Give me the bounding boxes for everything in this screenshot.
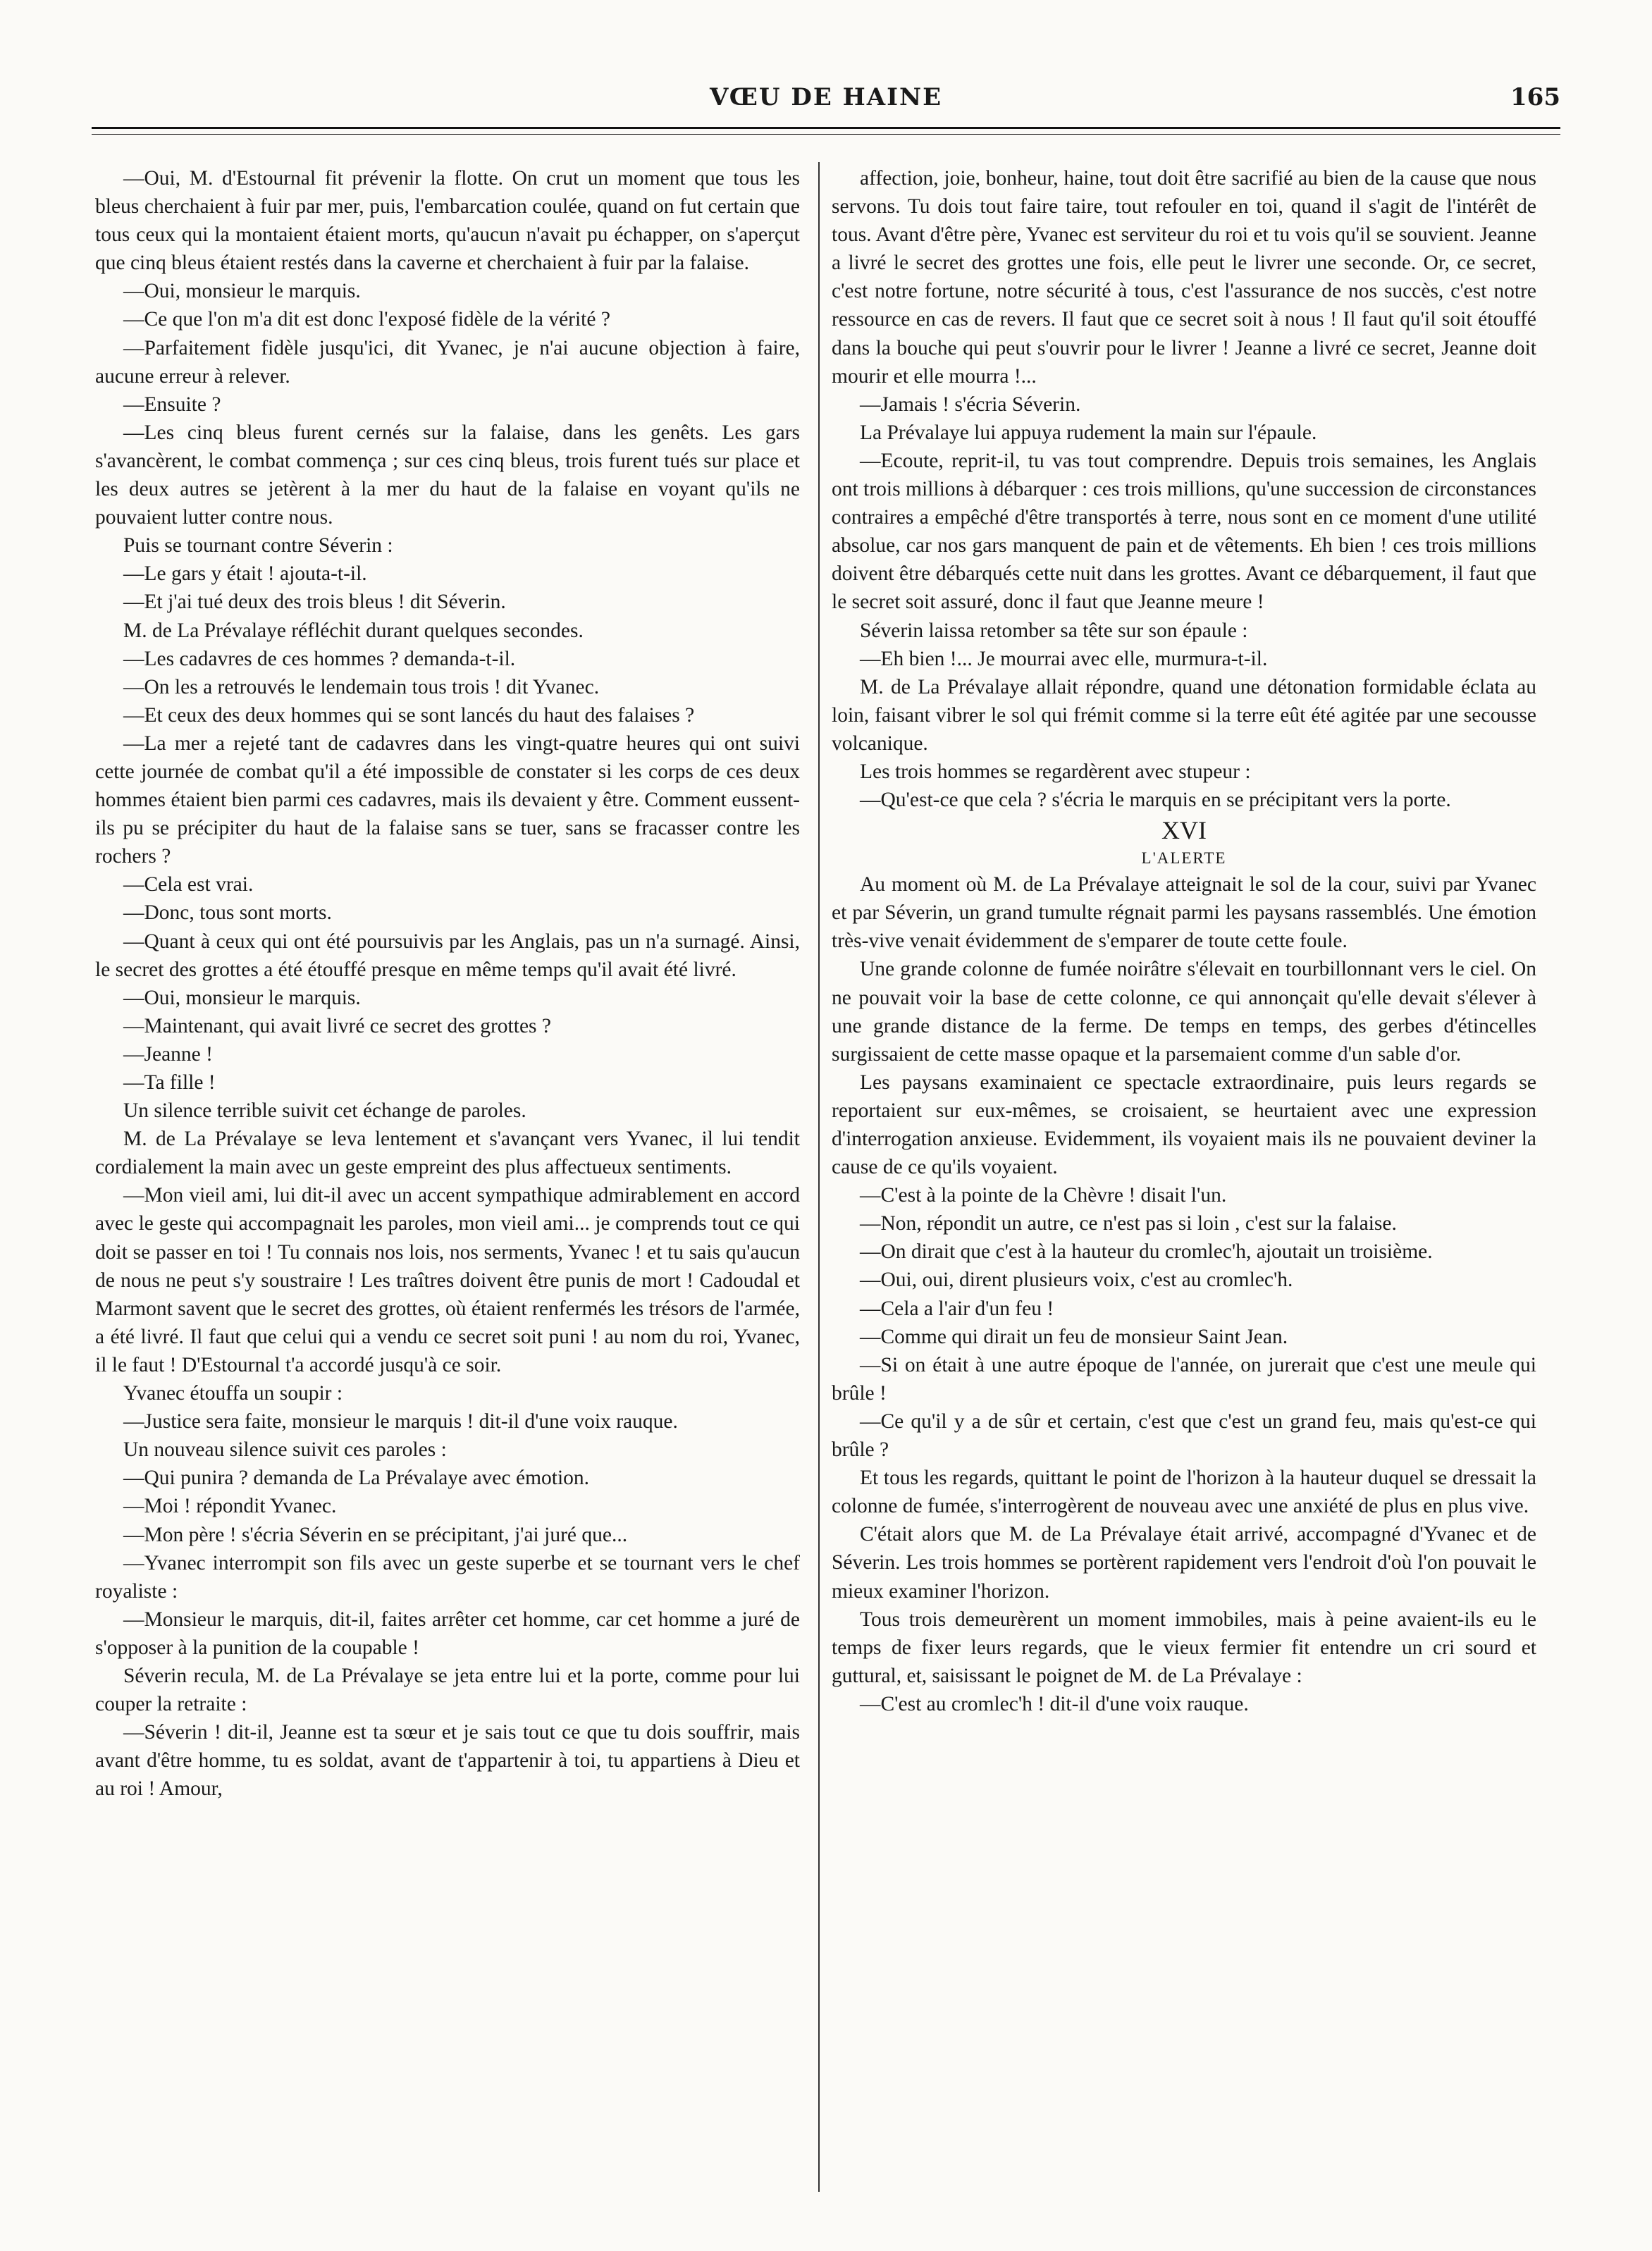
paragraph: Yvanec étouffa un soupir : (123, 1382, 343, 1405)
paragraph: —Monsieur le marquis, dit-il, faites arrêter cet homme, car cet homme a juré de s'opposer à la punition de la coupable ! (95, 1608, 800, 1659)
paragraph: —Maintenant, qui avait livré ce secret des grottes ? (123, 1014, 551, 1037)
paragraph: Séverin recula, M. de La Prévalaye se jeta entre lui et la porte, comme pour lui couper la retraite : (95, 1664, 800, 1716)
paragraph: —Ecoute, reprit-il, tu vas tout comprendre. Depuis trois semaines, les Anglais ont trois millions à débarquer : ces trois millions, qu'une succession de circonstances contraires a empêché d'être transportés à terre, nous sont en ce moment d'une utilité absolue, car nos gars manquent de pain et de vêtements. Eh bien ! ces trois millions doivent être débarqués cette nuit dans les grottes. Avant ce débarquement, il faut que le secret soit assuré, donc il faut que Jeanne meure ! (832, 449, 1536, 614)
paragraph: —Donc, tous sont morts. (123, 901, 332, 925)
paragraph: M. de La Prévalaye allait répondre, quand une détonation formidable éclata au loin, faisant vibrer le sol qui frémit comme si la terre eût été agitée par une secousse volcanique. (832, 675, 1536, 755)
paragraph: —Quant à ceux qui ont été poursuivis par les Anglais, pas un n'a surnagé. Ainsi, le secret des grottes a été étouffé presque en même temps qu'il avait été livré. (95, 930, 800, 981)
paragraph: —Et ceux des deux hommes qui se sont lancés du haut des falaises ? (123, 703, 695, 727)
paragraph: Tous trois demeurèrent un moment immobiles, mais à peine avaient-ils eu le temps de fixer leurs regards, que le vieux fermier fit entendre un cri sourd et guttural, et, saisissant le poignet de M. de La Prévalaye : (832, 1608, 1536, 1687)
paragraph: —Cela est vrai. (123, 873, 254, 896)
paragraph: —Ce que l'on m'a dit est donc l'exposé fidèle de la vérité ? (123, 308, 610, 331)
paragraph: —Et j'ai tué deux des trois bleus ! dit Séverin. (123, 591, 506, 614)
paragraph: Un silence terrible suivit cet échange de paroles. (123, 1099, 526, 1123)
paragraph: —Jamais ! s'écria Séverin. (860, 393, 1081, 416)
paragraph: Au moment où M. de La Prévalaye atteignait le sol de la cour, suivi par Yvanec et par Séverin, un grand tumulte régnait parmi les paysans rassemblés. Une émotion très-vive venait évidemment de s'emparer de toute cette foule. (832, 873, 1536, 953)
paragraph: —C'est à la pointe de la Chèvre ! disait l'un. (860, 1184, 1227, 1207)
paragraph: —Moi ! répondit Yvanec. (123, 1495, 337, 1518)
paragraph: —Parfaitement fidèle jusqu'ici, dit Yvanec, je n'ai aucune objection à faire, aucune erreur à relever. (95, 336, 800, 388)
paragraph: —Non, répondit un autre, ce n'est pas si loin , c'est sur la falaise. (860, 1212, 1397, 1235)
paragraph: M. de La Prévalaye se leva lentement et s'avançant vers Yvanec, il lui tendit cordialement la main avec un geste empreint des plus affectueux sentiments. (95, 1128, 800, 1179)
paragraph: —Justice sera faite, monsieur le marquis ! dit-il d'une voix rauque. (123, 1410, 678, 1433)
paragraph: —Oui, M. d'Estournal fit prévenir la flotte. On crut un moment que tous les bleus cherchaient à fuir par mer, puis, l'embarcation coulée, quand on fut certain que tous ceux qui la montaient étaient morts, qu'aucun n'avait pu échapper, on s'aperçut que cinq bleus étaient restés dans la caverne et cherchaient à fuir par la falaise. (95, 167, 800, 275)
paragraph: —Comme qui dirait un feu de monsieur Saint Jean. (860, 1325, 1288, 1348)
paragraph: —Mon père ! s'écria Séverin en se précipitant, j'ai juré que... (123, 1523, 628, 1546)
paragraph: —Qui punira ? demanda de La Prévalaye avec émotion. (123, 1467, 590, 1490)
paragraph: —Les cadavres de ces hommes ? demanda-t-il. (123, 647, 516, 670)
paragraph: —Ensuite ? (123, 393, 221, 416)
page-header (92, 83, 1560, 132)
paragraph: —Le gars y était ! ajouta-t-il. (123, 562, 367, 586)
paragraph: Une grande colonne de fumée noirâtre s'élevait en tourbillonnant vers le ciel. On ne pouvait voir la base de cette colonne, ce qui annonçait qu'elle devait s'élever à une grande distance de la ferme. De temps en temps, des gerbes d'étincelles surgissaient de cette masse opaque et la parsemaient comme d'un sable d'or. (832, 958, 1536, 1066)
paragraph: —C'est au cromlec'h ! dit-il d'une voix rauque. (860, 1692, 1249, 1715)
right-column (832, 164, 1536, 1718)
paragraph: Les paysans examinaient ce spectacle extraordinaire, puis leurs regards se reportaient sur eux-mêmes, se croisaient, se heurtaient avec une expression d'interrogation anxieuse. Evidemment, ils voyaient mais ils ne pouvaient deviner la cause de ce qu'ils voyaient. (832, 1071, 1536, 1179)
paragraph: La Prévalaye lui appuya rudement la main sur l'épaule. (860, 421, 1317, 444)
paragraph: —Oui, monsieur le marquis. (123, 280, 361, 303)
paragraph: —Oui, oui, dirent plusieurs voix, c'est au cromlec'h. (860, 1269, 1293, 1292)
right-column-bottom (832, 870, 1536, 1718)
paragraph: —Ce qu'il y a de sûr et certain, c'est que c'est un grand feu, mais qu'est-ce qui brûle ? (832, 1410, 1536, 1462)
paragraph: Puis se tournant contre Séverin : (123, 534, 393, 557)
paragraph: —Eh bien !... Je mourrai avec elle, murmura-t-il. (860, 647, 1268, 670)
paragraph: —Mon vieil ami, lui dit-il avec un accent sympathique admirablement en accord avec le geste qui accompagnait les paroles, mon vieil ami... je comprends tout ce qui doit se passer en toi ! Tu connais nos lois, nos serments, Yvanec ! et tu sais qu'aucun de nous ne peut s'y soustraire ! Les traîtres doivent être punis de mort ! Cadoudal et Marmont savent que le secret des grottes, où étaient renfermés les trésors de l'armée, a été livré. Il faut que celui qui a vendu ce secret soit puni ! au nom du roi, Yvanec, il le faut ! D'Estournal t'a accordé jusqu'à ce soir. (95, 1184, 800, 1376)
paragraph: —La mer a rejeté tant de cadavres dans les vingt-quatre heures qui ont suivi cette journée de combat qu'il a été impossible de constater si les corps de ces deux hommes étaient bien parmi ces cadavres, mais ils devaient y être. Comment eussent-ils pu se précipiter du haut de la falaise sans se tuer, sans se fracasser contre les rochers ? (95, 732, 800, 868)
right-column-top (832, 164, 1536, 814)
paragraph: —Les cinq bleus furent cernés sur la falaise, dans les genêts. Les gars s'avancèrent, le combat commença ; sur ces cinq bleus, trois furent tués sur place et les deux autres se jetèrent à la mer du haut de la falaise en voyant qu'ils ne pouvaient lutter contre nous. (95, 421, 800, 529)
page-number: 165 (1510, 83, 1560, 111)
paragraph: —Ta fille ! (123, 1071, 216, 1094)
running-title: VŒU DE HAINE (709, 83, 943, 111)
paragraph: —Yvanec interrompit son fils avec un geste superbe et se tournant vers le chef royaliste : (95, 1551, 800, 1603)
section-title: L'ALERTE (1141, 849, 1227, 868)
paragraph: Et tous les regards, quittant le point de l'horizon à la hauteur duquel se dressait la colonne de fumée, s'interrogèrent de nouveau avec une anxiété de plus en plus vive. (832, 1467, 1536, 1518)
section-number: XVI (1161, 816, 1207, 845)
paragraph: —Cela a l'air d'un feu ! (860, 1297, 1054, 1320)
paragraph: —Séverin ! dit-il, Jeanne est ta sœur et je sais tout ce que tu dois souffrir, mais avant d'être homme, tu es soldat, avant de t'appartenir à toi, tu appartiens à Dieu et au roi ! Amour, (95, 1721, 800, 1801)
paragraph: affection, joie, bonheur, haine, tout doit être sacrifié au bien de la cause que nous servons. Tu dois tout faire taire, tout refouler en toi, quand il s'agit de l'intérêt de tous. Avant d'être père, Yvanec est serviteur du roi et tu vois qu'il se souvient. Jeanne a livré le secret des grottes une fois, elle peut le livrer une seconde. Or, ce secret, c'est notre fortune, notre sécurité à tous, c'est l'assurance de nos succès, c'est notre ressource en cas de revers. Il faut que ce secret soit à nous ! Il faut qu'il soit étouffé dans la bouche qui peut s'ouvrir pour le livrer ! Jeanne a livré ce secret, Jeanne doit mourir et elle mourra !... (832, 167, 1536, 388)
paragraph: —On les a retrouvés le lendemain tous trois ! dit Yvanec. (123, 675, 600, 698)
paragraph: —Qu'est-ce que cela ? s'écria le marquis en se précipitant vers la porte. (860, 789, 1451, 812)
paragraph: M. de La Prévalaye réfléchit durant quelques secondes. (123, 619, 584, 642)
paragraph: Les trois hommes se regardèrent avec stupeur : (860, 760, 1251, 783)
paragraph: —On dirait que c'est à la hauteur du cromlec'h, ajoutait un troisième. (860, 1240, 1433, 1264)
column-divider (818, 162, 820, 2192)
header-rule (92, 127, 1560, 135)
paragraph: —Jeanne ! (123, 1042, 213, 1066)
paragraph: —Oui, monsieur le marquis. (123, 986, 361, 1009)
paragraph: Un nouveau silence suivit ces paroles : (123, 1438, 447, 1462)
left-column (95, 164, 800, 1803)
paragraph: C'était alors que M. de La Prévalaye était arrivé, accompagné d'Yvanec et de Séverin. Les trois hommes se portèrent rapidement vers l'endroit d'où l'on pouvait le mieux examiner l'horizon. (832, 1523, 1536, 1603)
paragraph: —Si on était à une autre époque de l'année, on jurerait que c'est une meule qui brûle ! (832, 1353, 1536, 1405)
paragraph: Séverin laissa retomber sa tête sur son épaule : (860, 619, 1248, 642)
